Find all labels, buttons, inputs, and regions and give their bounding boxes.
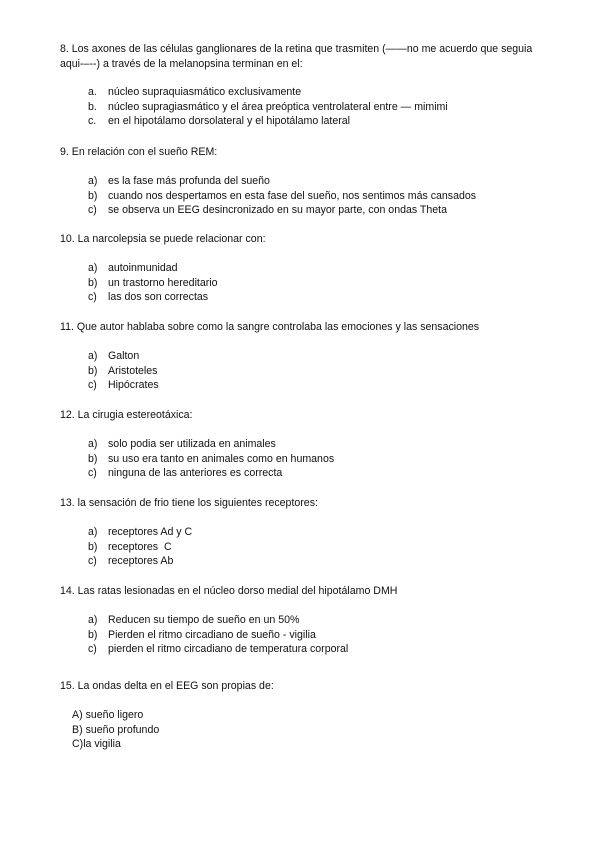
option-text: receptores Ab (108, 555, 174, 568)
option-text: pierden el ritmo circadiano de temperatura corporal (108, 643, 349, 656)
option-text: Hipócrates (108, 379, 159, 392)
option-b (88, 628, 348, 643)
question-text: 10. La narcolepsia se puede relacionar con: (60, 233, 266, 245)
option-c (88, 290, 218, 305)
options-list (88, 437, 334, 481)
option-text: la vigilia (83, 738, 121, 751)
option-label: c) (88, 204, 97, 217)
option-label: c) (88, 643, 97, 656)
option-b (88, 189, 476, 204)
options-list (88, 613, 348, 657)
options-list (88, 261, 218, 305)
option-label: b) (88, 540, 98, 553)
option-label: b) (88, 452, 98, 465)
option-text: es la fase más profunda del sueño (108, 175, 270, 187)
option-text: su uso era tanto en animales como en humanos (108, 452, 335, 465)
option-text: receptores C (108, 540, 172, 553)
option-label: a) (88, 262, 98, 274)
option-label: b) (88, 628, 98, 641)
option-label: A) (72, 709, 83, 721)
option-label: B) (72, 723, 83, 736)
options-list (88, 349, 159, 393)
option-b (88, 276, 218, 291)
question-text: 8. Los axones de las células ganglionares de la retina que trasmiten (——no me acuerdo que seguia aqui-–--) a través de la melanopsina terminan en el: (60, 43, 536, 70)
option-a (88, 261, 218, 276)
option-c (88, 466, 334, 481)
option-text: las dos son correctas (108, 291, 209, 304)
option-text: sueño profundo (85, 723, 160, 736)
option-b (88, 540, 192, 555)
option-text: receptores Ad y C (108, 526, 193, 538)
options-list (88, 525, 192, 569)
option-label: b) (88, 189, 98, 202)
option-label: b) (88, 364, 98, 377)
option-text: autoinmunidad (108, 262, 178, 274)
options-list (88, 174, 476, 218)
option-label: c) (88, 467, 97, 480)
option-text: se observa un EEG desincronizado en su mayor parte, con ondas Theta (108, 204, 448, 217)
option-label: a) (88, 350, 98, 362)
question-text: 13. la sensación de frio tiene los siguientes receptores: (60, 497, 318, 509)
option-text: núcleo supraquiasmático exclusivamente (108, 86, 302, 98)
option-label: c. (88, 115, 97, 128)
option-a (88, 349, 159, 364)
options-list (72, 708, 159, 752)
question-9 (60, 145, 540, 160)
option-text: núcleo supragiasmático y el área preóptica ventrolateral entre — mimimi (108, 100, 448, 113)
option-c (72, 737, 159, 752)
option-label: c) (88, 555, 97, 568)
option-text: Pierden el ritmo circadiano de sueño - vigilia (108, 628, 316, 641)
question-text: 15. La ondas delta en el EEG son propias de: (60, 680, 274, 692)
option-text: Reducen su tiempo de sueño en un 50% (108, 614, 300, 626)
option-a (88, 613, 348, 628)
options-list (88, 85, 448, 129)
option-text: solo podia ser utilizada en animales (108, 438, 276, 450)
option-text: ninguna de las anteriores es correcta (108, 467, 283, 480)
option-b (88, 452, 334, 467)
option-c (88, 554, 192, 569)
question-10 (60, 232, 540, 247)
option-c (88, 114, 448, 129)
option-c (88, 203, 476, 218)
option-label: a) (88, 175, 98, 187)
option-label: c) (88, 291, 97, 304)
question-text: 14. Las ratas lesionadas en el núcleo dorso medial del hipotálamo DMH (60, 585, 398, 597)
option-b (88, 100, 448, 115)
option-label: a) (88, 438, 98, 450)
option-c (88, 642, 348, 657)
option-label: b. (88, 100, 97, 113)
option-label: a) (88, 614, 98, 626)
option-text: un trastorno hereditario (108, 276, 218, 289)
option-b (88, 364, 159, 379)
question-text: 9. En relación con el sueño REM: (60, 146, 218, 158)
question-12 (60, 408, 540, 423)
option-label: a) (88, 526, 98, 538)
option-c (88, 378, 159, 393)
option-text: sueño ligero (85, 709, 144, 721)
option-text: cuando nos despertamos en esta fase del sueño, nos sentimos más cansados (108, 189, 477, 202)
question-8 (60, 42, 540, 71)
option-text: Aristoteles (108, 364, 158, 377)
option-label: c) (88, 379, 97, 392)
question-14 (60, 584, 540, 599)
option-b (72, 723, 159, 738)
question-text: 12. La cirugia estereotáxica: (60, 409, 193, 421)
option-a (88, 525, 192, 540)
option-label: C) (72, 738, 84, 751)
question-15 (60, 679, 540, 694)
option-label: b) (88, 276, 98, 289)
option-label: a. (88, 86, 97, 98)
option-a (88, 437, 334, 452)
option-a (72, 708, 159, 723)
question-13 (60, 496, 540, 511)
option-a (88, 85, 448, 100)
option-text: en el hipotálamo dorsolateral y el hipotálamo lateral (108, 115, 351, 128)
question-text: 11. Que autor hablaba sobre como la sangre controlaba las emociones y las sensaciones (60, 321, 480, 333)
option-text: Galton (108, 350, 140, 362)
option-a (88, 174, 476, 189)
question-11 (60, 320, 540, 335)
